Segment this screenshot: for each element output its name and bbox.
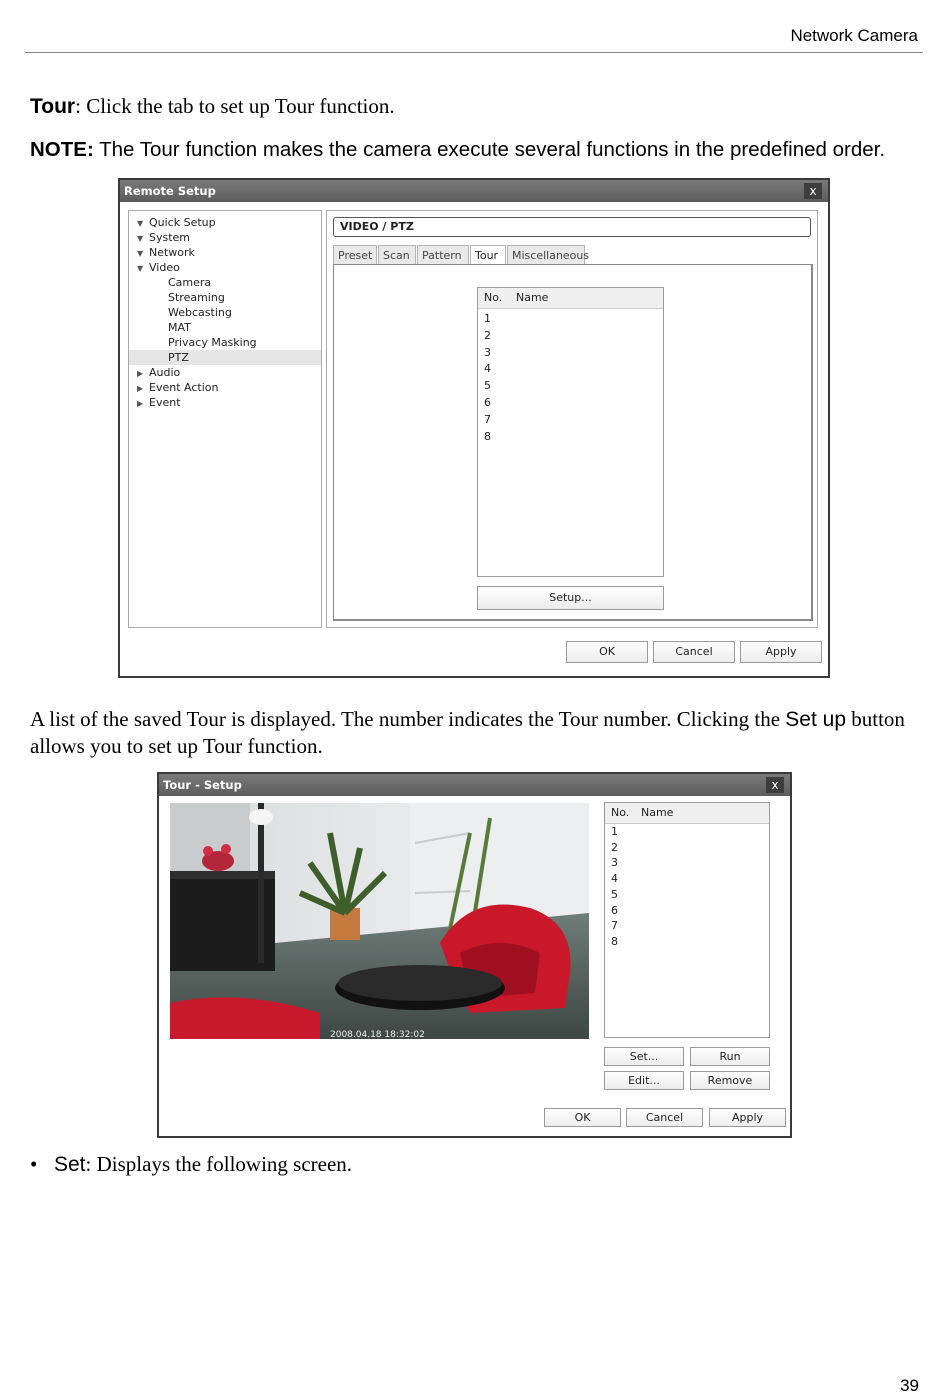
list-item[interactable]: 2 bbox=[611, 840, 618, 854]
tree-item-label: Privacy Masking bbox=[168, 336, 257, 349]
remote-setup-title: Remote Setup bbox=[124, 184, 216, 198]
tree-item-camera[interactable] bbox=[137, 275, 211, 290]
list-item[interactable]: 3 bbox=[484, 345, 491, 359]
tree-item-audio[interactable] bbox=[137, 365, 180, 380]
close-icon[interactable]: x bbox=[804, 183, 822, 199]
tree-item-event-action[interactable] bbox=[137, 380, 218, 395]
collapse-arrow-icon: ▼ bbox=[137, 234, 144, 243]
tour-tab-content bbox=[333, 264, 813, 621]
edit-button[interactable]: Edit... bbox=[604, 1071, 684, 1090]
run-button[interactable]: Run bbox=[690, 1047, 770, 1066]
list-item[interactable]: 5 bbox=[484, 379, 491, 393]
collapse-arrow-icon: ▼ bbox=[137, 264, 144, 273]
tree-item-label: Audio bbox=[149, 366, 181, 379]
tour-term: Tour bbox=[30, 95, 76, 118]
cancel-button[interactable]: Cancel bbox=[626, 1108, 703, 1127]
tab-preset[interactable]: Preset bbox=[333, 245, 377, 265]
running-header: Network Camera bbox=[790, 26, 918, 45]
tour-list-header bbox=[478, 288, 663, 309]
tree-item-privacy-masking[interactable] bbox=[137, 335, 257, 350]
tab-pattern[interactable]: Pattern bbox=[417, 245, 469, 265]
list-item[interactable]: 6 bbox=[611, 903, 618, 917]
tree-item-network[interactable] bbox=[137, 245, 195, 260]
setup-term: Set up bbox=[785, 708, 846, 731]
tree-item-label: Quick Setup bbox=[149, 216, 216, 229]
ok-button[interactable]: OK bbox=[566, 641, 648, 663]
tree-item-event[interactable] bbox=[137, 395, 181, 410]
ok-button[interactable]: OK bbox=[544, 1108, 621, 1127]
set-term: Set bbox=[54, 1153, 86, 1176]
ptz-tab-bar bbox=[333, 245, 811, 265]
header-rule bbox=[25, 52, 923, 53]
no-column-header: No. bbox=[611, 806, 630, 819]
tour-intro-text: : Click the tab to set up Tour function. bbox=[75, 94, 395, 118]
list-item[interactable]: 5 bbox=[611, 887, 618, 901]
close-icon[interactable]: x bbox=[766, 777, 784, 793]
expand-arrow-icon: ▶ bbox=[137, 384, 144, 393]
name-column-header: Name bbox=[516, 291, 549, 304]
tree-item-label: System bbox=[149, 231, 191, 244]
tree-item-mat[interactable] bbox=[137, 320, 191, 335]
tour-setup-list[interactable] bbox=[604, 802, 770, 1038]
tree-item-label: Webcasting bbox=[168, 306, 232, 319]
apply-button[interactable]: Apply bbox=[709, 1108, 786, 1127]
camera-live-view bbox=[170, 803, 589, 1039]
list-item[interactable]: 1 bbox=[484, 312, 491, 325]
ptz-settings-panel bbox=[326, 210, 818, 628]
settings-tree bbox=[128, 210, 322, 628]
tour-setup-title: Tour - Setup bbox=[163, 778, 242, 792]
note-term: NOTE: bbox=[30, 138, 94, 161]
tree-item-label: Event bbox=[149, 396, 181, 409]
section-title-box bbox=[333, 217, 811, 237]
note-text: The Tour function makes the camera execute several functions in the predefined order. bbox=[93, 138, 886, 161]
tree-item-label: Network bbox=[149, 246, 195, 259]
collapse-arrow-icon: ▼ bbox=[137, 249, 144, 258]
cancel-button[interactable]: Cancel bbox=[653, 641, 735, 663]
tree-item-label: Streaming bbox=[168, 291, 225, 304]
tree-item-label: MAT bbox=[168, 321, 191, 334]
expand-arrow-icon: ▶ bbox=[137, 369, 144, 378]
tree-item-streaming[interactable] bbox=[137, 290, 225, 305]
tab-tour[interactable]: Tour bbox=[470, 245, 506, 265]
tree-item-ptz[interactable] bbox=[129, 350, 321, 365]
tour-list[interactable] bbox=[477, 287, 664, 577]
description-text-1: A list of the saved Tour is displayed. The number indicates the Tour number. Clicking the bbox=[30, 707, 786, 731]
list-item[interactable]: 7 bbox=[484, 412, 491, 426]
note-paragraph bbox=[30, 136, 885, 163]
set-button[interactable]: Set... bbox=[604, 1047, 684, 1066]
setup-button[interactable]: Setup... bbox=[477, 586, 664, 610]
tree-item-quick-setup[interactable] bbox=[137, 215, 216, 230]
tab-miscellaneous[interactable]: Miscellaneous bbox=[507, 245, 585, 265]
no-column-header: No. bbox=[484, 291, 503, 304]
camera-timestamp: 2008.04.18 18:32:02 bbox=[330, 1030, 425, 1039]
tour-setup-titlebar bbox=[159, 774, 790, 796]
tour-intro-paragraph bbox=[30, 93, 395, 120]
tree-item-label: PTZ bbox=[168, 351, 189, 364]
tree-item-video[interactable] bbox=[137, 260, 180, 275]
set-bullet-item bbox=[30, 1151, 352, 1178]
list-item[interactable]: 3 bbox=[611, 856, 618, 870]
list-item[interactable]: 8 bbox=[484, 429, 491, 443]
list-item[interactable]: 4 bbox=[611, 872, 618, 886]
list-item[interactable]: 4 bbox=[484, 362, 491, 376]
remote-setup-titlebar bbox=[120, 180, 828, 202]
list-item[interactable]: 8 bbox=[611, 934, 618, 948]
remote-setup-window bbox=[118, 178, 830, 678]
tree-item-label: Video bbox=[149, 261, 180, 274]
tour-list-description bbox=[30, 706, 922, 760]
name-column-header: Name bbox=[641, 806, 674, 819]
set-bullet-text: : Displays the following screen. bbox=[85, 1152, 353, 1176]
list-item[interactable]: 1 bbox=[611, 825, 618, 838]
remove-button[interactable]: Remove bbox=[690, 1071, 770, 1090]
section-title: VIDEO / PTZ bbox=[340, 220, 414, 233]
tree-item-label: Event Action bbox=[149, 381, 219, 394]
tree-item-system[interactable] bbox=[137, 230, 190, 245]
collapse-arrow-icon: ▼ bbox=[137, 219, 144, 228]
list-item[interactable]: 2 bbox=[484, 328, 491, 342]
list-item[interactable]: 7 bbox=[611, 919, 618, 933]
tour-setup-window bbox=[157, 772, 792, 1138]
expand-arrow-icon: ▶ bbox=[137, 399, 144, 408]
description-text-2: button allows you to set up Tour function. bbox=[30, 707, 905, 758]
apply-button[interactable]: Apply bbox=[740, 641, 822, 663]
bullet-icon: • bbox=[30, 1152, 38, 1176]
camera-scene-image bbox=[170, 803, 589, 1039]
page-number: 39 bbox=[900, 1376, 919, 1395]
tour-setup-list-header bbox=[605, 803, 769, 824]
tree-item-label: Camera bbox=[168, 276, 212, 289]
tree-item-webcasting[interactable] bbox=[137, 305, 232, 320]
tab-scan[interactable]: Scan bbox=[378, 245, 416, 265]
list-item[interactable]: 6 bbox=[484, 396, 491, 409]
